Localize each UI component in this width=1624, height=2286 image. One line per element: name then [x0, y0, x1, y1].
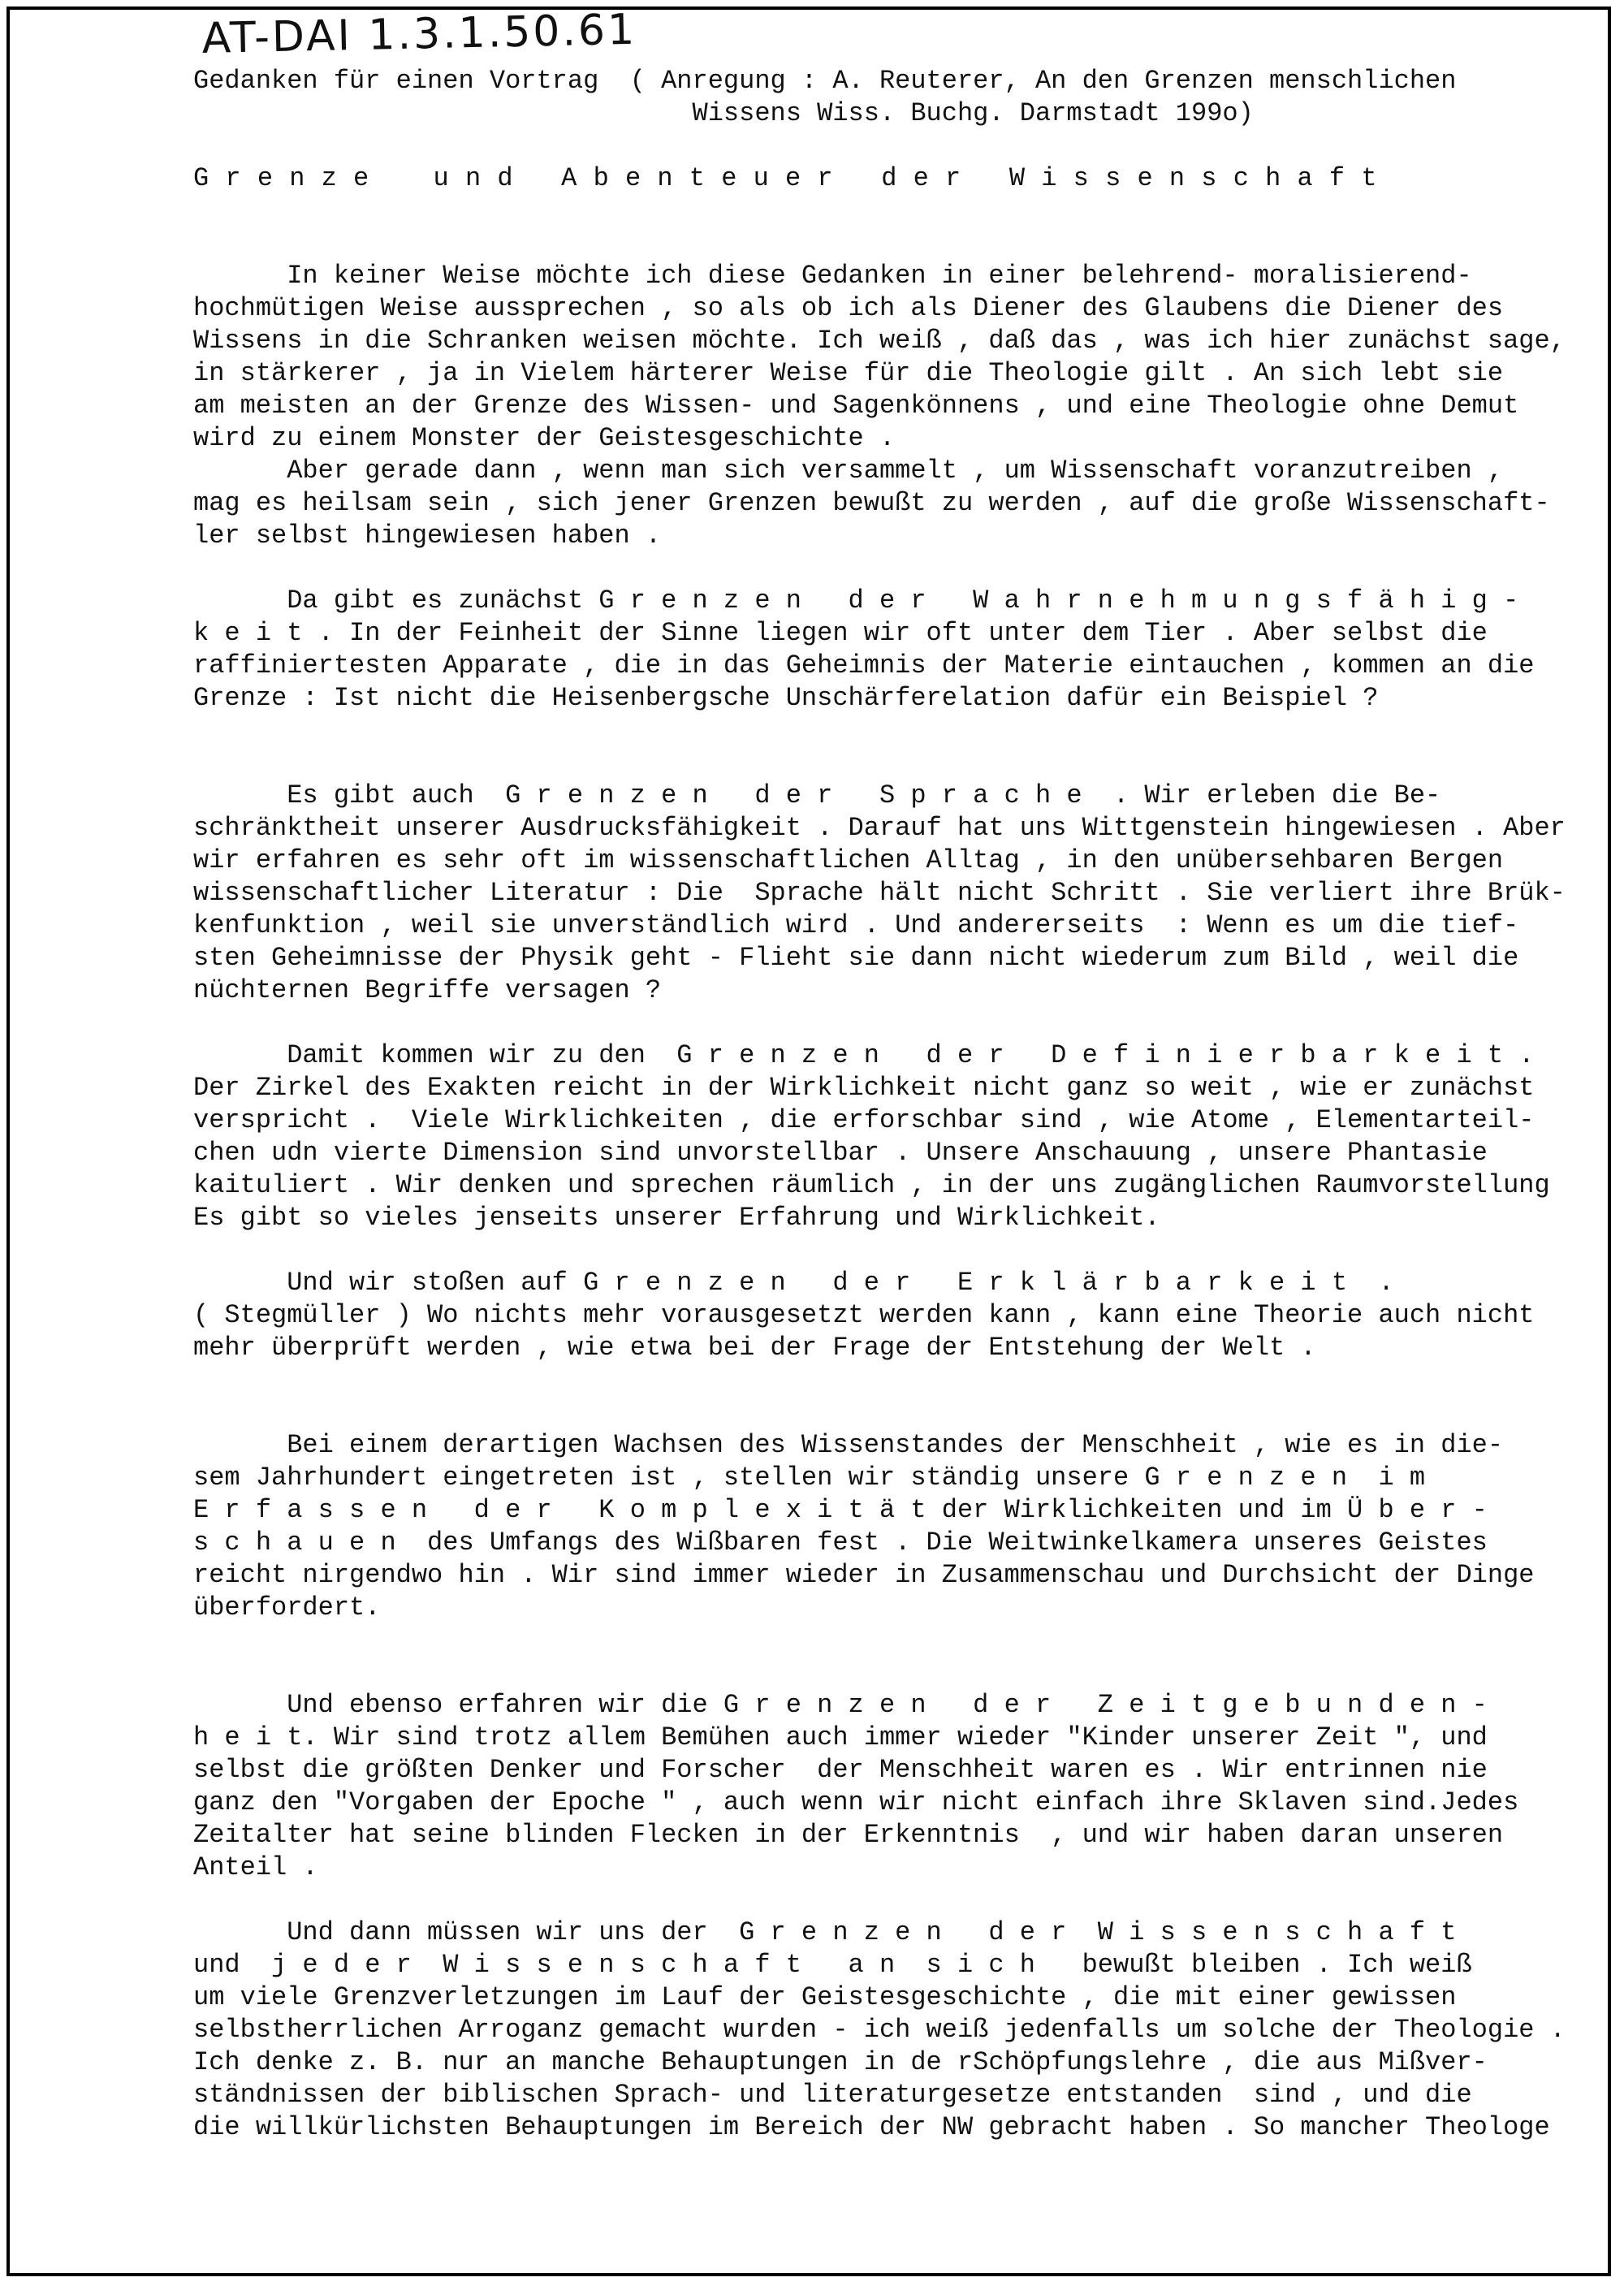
text-line: ständnissen der biblischen Sprach- und literaturgesetze entstanden sind , und die	[193, 2080, 1472, 2110]
text-line: Und dann müssen wir uns der G r e n z e n d e r W i s s e n s c h a f t	[193, 1917, 1457, 1947]
text-line: mehr überprüft werden , wie etwa bei der Frage der Entstehung der Welt .	[193, 1333, 1316, 1363]
text-line: schränktheit unserer Ausdrucksfähigkeit . Darauf hat uns Wittgenstein hingewiesen . Aber	[193, 813, 1566, 843]
text-line: Zeitalter hat seine blinden Flecken in der Erkenntnis , und wir haben daran unseren	[193, 1820, 1504, 1850]
archive-signature: AT-DAI 1.3.1.50.61	[201, 5, 637, 63]
text-line: Es gibt auch G r e n z e n d e r S p r a c h e . Wir erleben die Be-	[193, 780, 1441, 810]
text-line: Es gibt so vieles jenseits unserer Erfahrung und Wirklichkeit.	[193, 1203, 1160, 1233]
text-line: kenfunktion , weil sie unverständlich wird . Und andererseits : Wenn es um die tief-	[193, 910, 1519, 940]
text-line: k e i t . In der Feinheit der Sinne liegen wir oft unter dem Tier . Aber selbst die	[193, 618, 1488, 648]
text-line: Bei einem derartigen Wachsen des Wissenstandes der Menschheit , wie es in die-	[193, 1430, 1504, 1460]
paragraph	[193, 1039, 1590, 1234]
paragraph	[193, 260, 1590, 552]
paragraph	[193, 1429, 1590, 1624]
text-line: ler selbst hingewiesen haben .	[193, 521, 662, 551]
paragraph	[193, 585, 1590, 715]
text-line: überfordert.	[193, 1592, 381, 1623]
paragraph	[193, 780, 1590, 1007]
paragraph	[193, 1917, 1590, 2144]
paragraph	[193, 1689, 1590, 1884]
text-line: am meisten an der Grenze des Wissen- und Sagenkönnens , und eine Theologie ohne Demut	[193, 391, 1519, 421]
text-line: mag es heilsam sein , sich jener Grenzen bewußt zu werden , auf die große Wissenschaft-	[193, 488, 1550, 518]
text-line: reicht nirgendwo hin . Wir sind immer wieder in Zusammenschau und Durchsicht der Dinge	[193, 1560, 1535, 1590]
text-line: verspricht . Viele Wirklichkeiten , die erforschbar sind , wie Atome , Elementarteil-	[193, 1105, 1535, 1135]
text-line: Anteil .	[193, 1852, 318, 1882]
text-line: Da gibt es zunächst G r e n z e n d e r W a h r n e h m u n g s f ä h i g -	[193, 586, 1519, 616]
text-line: Und wir stoßen auf G r e n z e n d e r E r k l ä r b a r k e i t .	[193, 1268, 1394, 1298]
text-line: wir erfahren es sehr oft im wissenschaftlichen Alltag , in den unübersehbaren Bergen	[193, 845, 1504, 875]
text-line: Ich denke z. B. nur an manche Behauptungen in de rSchöpfungslehre , die aus Mißver-	[193, 2047, 1488, 2077]
text-line: chen udn vierte Dimension sind unvorstellbar . Unsere Anschauung , unsere Phantasie	[193, 1138, 1488, 1168]
text-line: in stärkerer , ja in Vielem härterer Weise für die Theologie gilt . An sich lebt sie	[193, 358, 1504, 388]
text-line: Damit kommen wir zu den G r e n z e n d e r D e f i n i e r b a r k e i t .	[193, 1040, 1535, 1070]
text-line: sem Jahrhundert eingetreten ist , stellen wir ständig unsere G r e n z e n i m	[193, 1463, 1426, 1493]
text-line: Der Zirkel des Exakten reicht in der Wirklichkeit nicht ganz so weit , wie er zunächst	[193, 1073, 1535, 1103]
text-line: ganz den "Vorgaben der Epoche " , auch wenn wir nicht einfach ihre Sklaven sind.Jedes	[193, 1787, 1519, 1817]
text-line: nüchternen Begriffe versagen ?	[193, 975, 662, 1005]
text-line: um viele Grenzverletzungen im Lauf der Geistesgeschichte , die mit einer gewissen	[193, 1982, 1457, 2012]
text-line: sten Geheimnisse der Physik geht - Flieht sie dann nicht wiederum zum Bild , weil die	[193, 943, 1519, 973]
text-line: h e i t. Wir sind trotz allem Bemühen auch immer wieder "Kinder unserer Zeit ", und	[193, 1722, 1488, 1752]
document-body	[193, 65, 1590, 2144]
text-line: hochmütigen Weise aussprechen , so als ob ich als Diener des Glaubens die Diener des	[193, 293, 1504, 323]
text-line: In keiner Weise möchte ich diese Gedanken in einer belehrend- moralisierend-	[193, 261, 1472, 291]
text-line: s c h a u e n des Umfangs des Wißbaren fest . Die Weitwinkelkamera unseres Geistes	[193, 1528, 1488, 1558]
header-line-1: Gedanken für einen Vortrag ( Anregung : A. Reuterer, An den Grenzen menschlichen	[193, 66, 1457, 96]
text-line: Grenze : Ist nicht die Heisenbergsche Unschärferelation dafür ein Beispiel ?	[193, 683, 1379, 713]
paragraph-container	[193, 260, 1590, 2144]
text-line: Aber gerade dann , wenn man sich versammelt , um Wissenschaft voranzutreiben ,	[193, 456, 1504, 486]
text-line: selbstherrlichen Arroganz gemacht wurden - ich weiß jedenfalls um solche der Theologie .	[193, 2015, 1566, 2045]
text-line: die willkürlichsten Behauptungen im Bereich der NW gebracht haben . So mancher Theologe	[193, 2112, 1550, 2142]
document-title: G r e n z e u n d A b e n t e u e r d e r W i s s e n s c h a f t	[193, 163, 1378, 193]
text-line: raffiniertesten Apparate , die in das Geheimnis der Materie eintauchen , kommen an die	[193, 650, 1535, 681]
text-line: selbst die größten Denker und Forscher der Menschheit waren es . Wir entrinnen nie	[193, 1755, 1488, 1785]
text-line: E r f a s s e n d e r K o m p l e x i t ä t der Wirklichkeiten und im Ü b e r -	[193, 1495, 1488, 1525]
text-line: wird zu einem Monster der Geistesgeschichte .	[193, 423, 896, 453]
header-line-2: Wissens Wiss. Buchg. Darmstadt 199o)	[193, 98, 1254, 128]
text-line: wissenschaftlicher Literatur : Die Sprache hält nicht Schritt . Sie verliert ihre Brük-	[193, 878, 1566, 908]
text-line: Und ebenso erfahren wir die G r e n z e n d e r Z e i t g e b u n d e n -	[193, 1690, 1488, 1720]
text-line: Wissens in die Schranken weisen möchte. Ich weiß , daß das , was ich hier zunächst sage,	[193, 326, 1566, 356]
text-line: und j e d e r W i s s e n s c h a f t a n s i c h bewußt bleiben . Ich weiß	[193, 1950, 1472, 1980]
text-line: kaituliert . Wir denken und sprechen räumlich , in der uns zugänglichen Raumvorstellung	[193, 1170, 1550, 1200]
text-line: ( Stegmüller ) Wo nichts mehr vorausgesetzt werden kann , kann eine Theorie auch nicht	[193, 1300, 1535, 1330]
paragraph	[193, 1267, 1590, 1364]
